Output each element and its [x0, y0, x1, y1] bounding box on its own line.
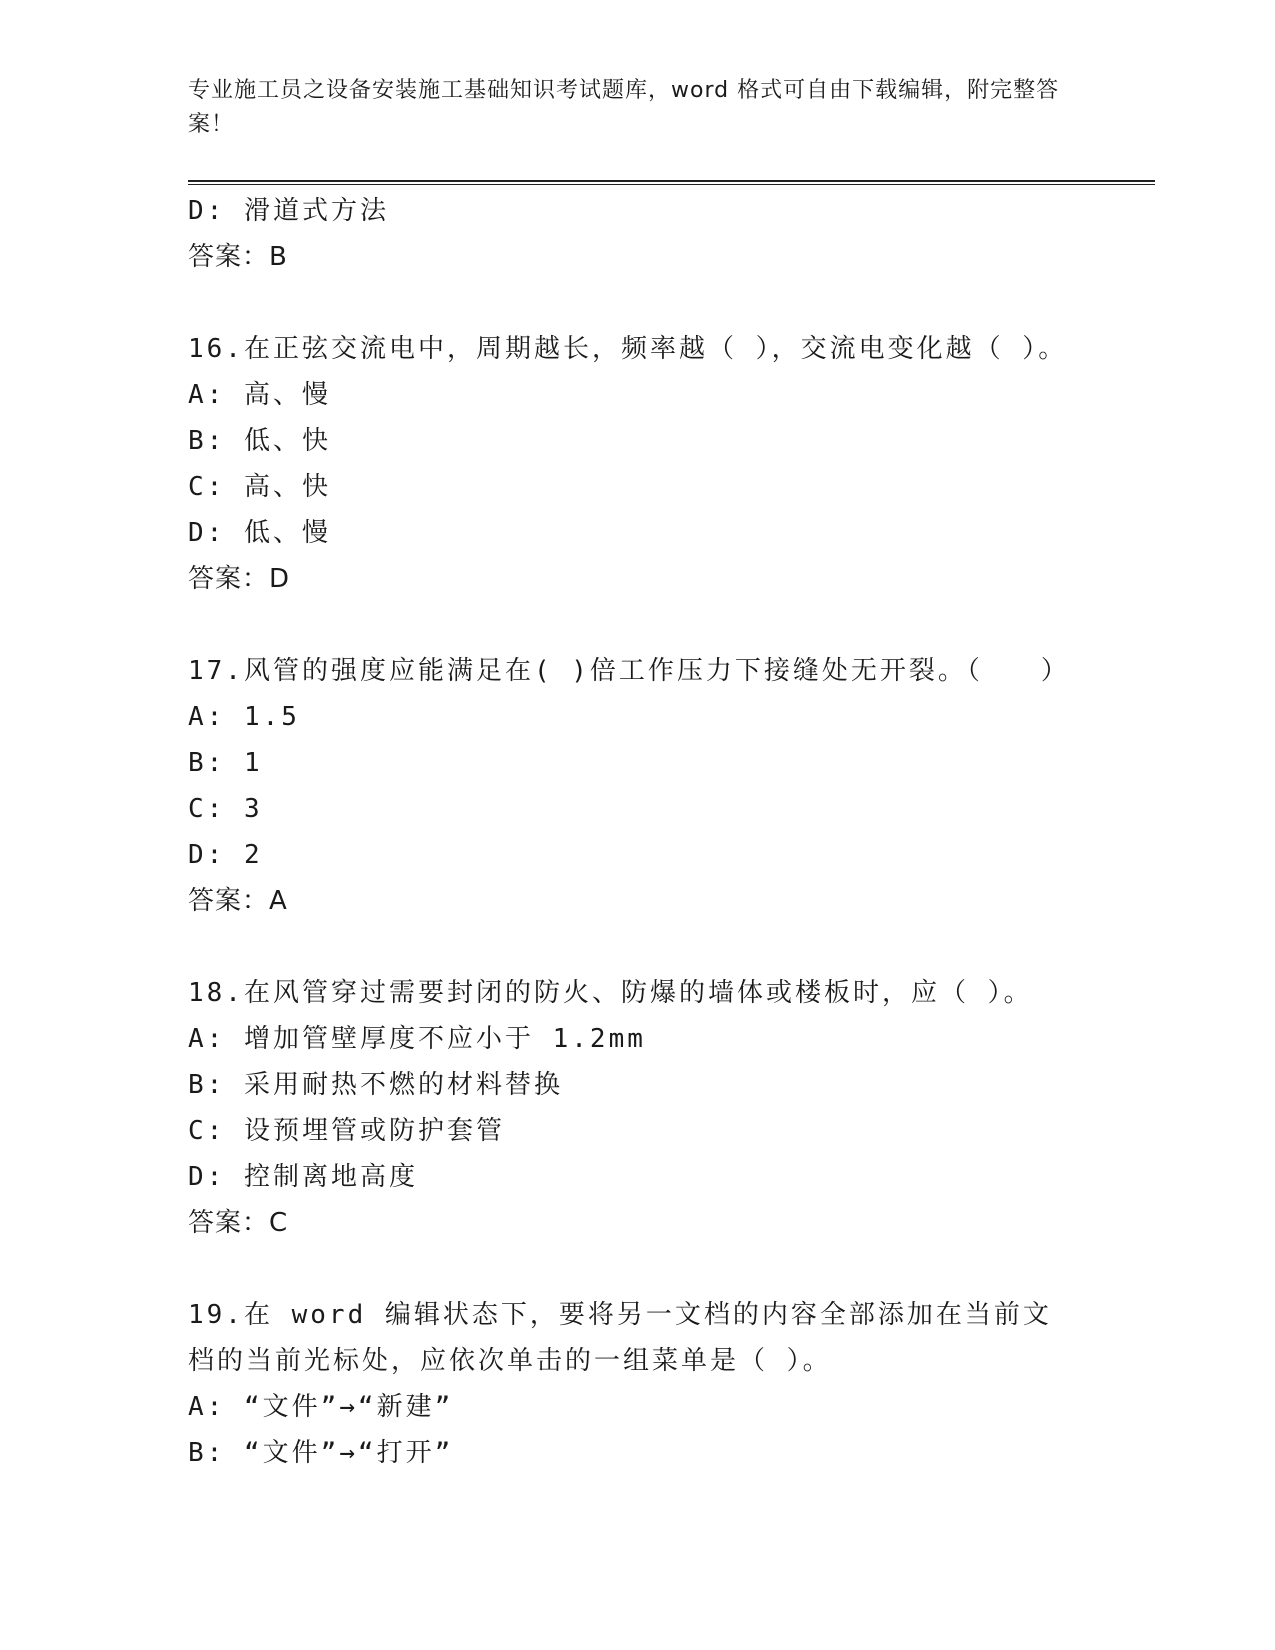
header-divider	[188, 180, 1155, 182]
option-d: D: 2	[188, 840, 263, 870]
header-divider-thin	[188, 184, 1155, 185]
option-a: A: 1.5	[188, 702, 300, 732]
option-c: C: 设预埋管或防护套管	[188, 1116, 505, 1146]
option-a: A: “文件”→“新建”	[188, 1392, 454, 1422]
question-15-tail	[188, 188, 1088, 280]
option-c: C: 3	[188, 794, 263, 824]
option-d: D: 滑道式方法	[188, 196, 389, 226]
spacer	[188, 924, 1088, 970]
question-text: 16.在正弦交流电中，周期越长，频率越（ ），交流电变化越（ ）。	[188, 334, 1068, 364]
spacer	[188, 280, 1088, 326]
question-16	[188, 326, 1088, 602]
answer: 答案：B	[188, 242, 288, 272]
spacer	[188, 1246, 1088, 1292]
option-d: D: 低、慢	[188, 518, 331, 548]
spacer	[188, 602, 1088, 648]
header-text: 专业施工员之设备安装施工基础知识考试题库，word 格式可自由下载编辑，附完整答案！	[188, 78, 1060, 137]
option-c: C: 高、快	[188, 472, 331, 502]
question-text: 19.在 word 编辑状态下，要将另一文档的内容全部添加在当前文档的当前光标处，应依次单击的一组菜单是（ ）。	[188, 1300, 1052, 1376]
question-text: 17.风管的强度应能满足在( )倍工作压力下接缝处无开裂。（ ）	[188, 656, 1070, 686]
option-b: B: 低、快	[188, 426, 331, 456]
option-d: D: 控制离地高度	[188, 1162, 418, 1192]
document-header	[188, 74, 1088, 142]
answer: 答案：D	[188, 564, 291, 594]
question-19	[188, 1292, 1088, 1476]
answer: 答案：C	[188, 1208, 289, 1238]
answer: 答案：A	[188, 886, 288, 916]
option-a: A: 增加管壁厚度不应小于 1.2mm	[188, 1024, 646, 1054]
option-b: B: 采用耐热不燃的材料替换	[188, 1070, 563, 1100]
question-18	[188, 970, 1088, 1246]
option-b: B: “文件”→“打开”	[188, 1438, 454, 1468]
question-text: 18.在风管穿过需要封闭的防火、防爆的墙体或楼板时，应（ ）。	[188, 978, 1033, 1008]
question-list	[188, 188, 1088, 1476]
option-a: A: 高、慢	[188, 380, 331, 410]
option-b: B: 1	[188, 748, 263, 778]
question-17	[188, 648, 1088, 924]
